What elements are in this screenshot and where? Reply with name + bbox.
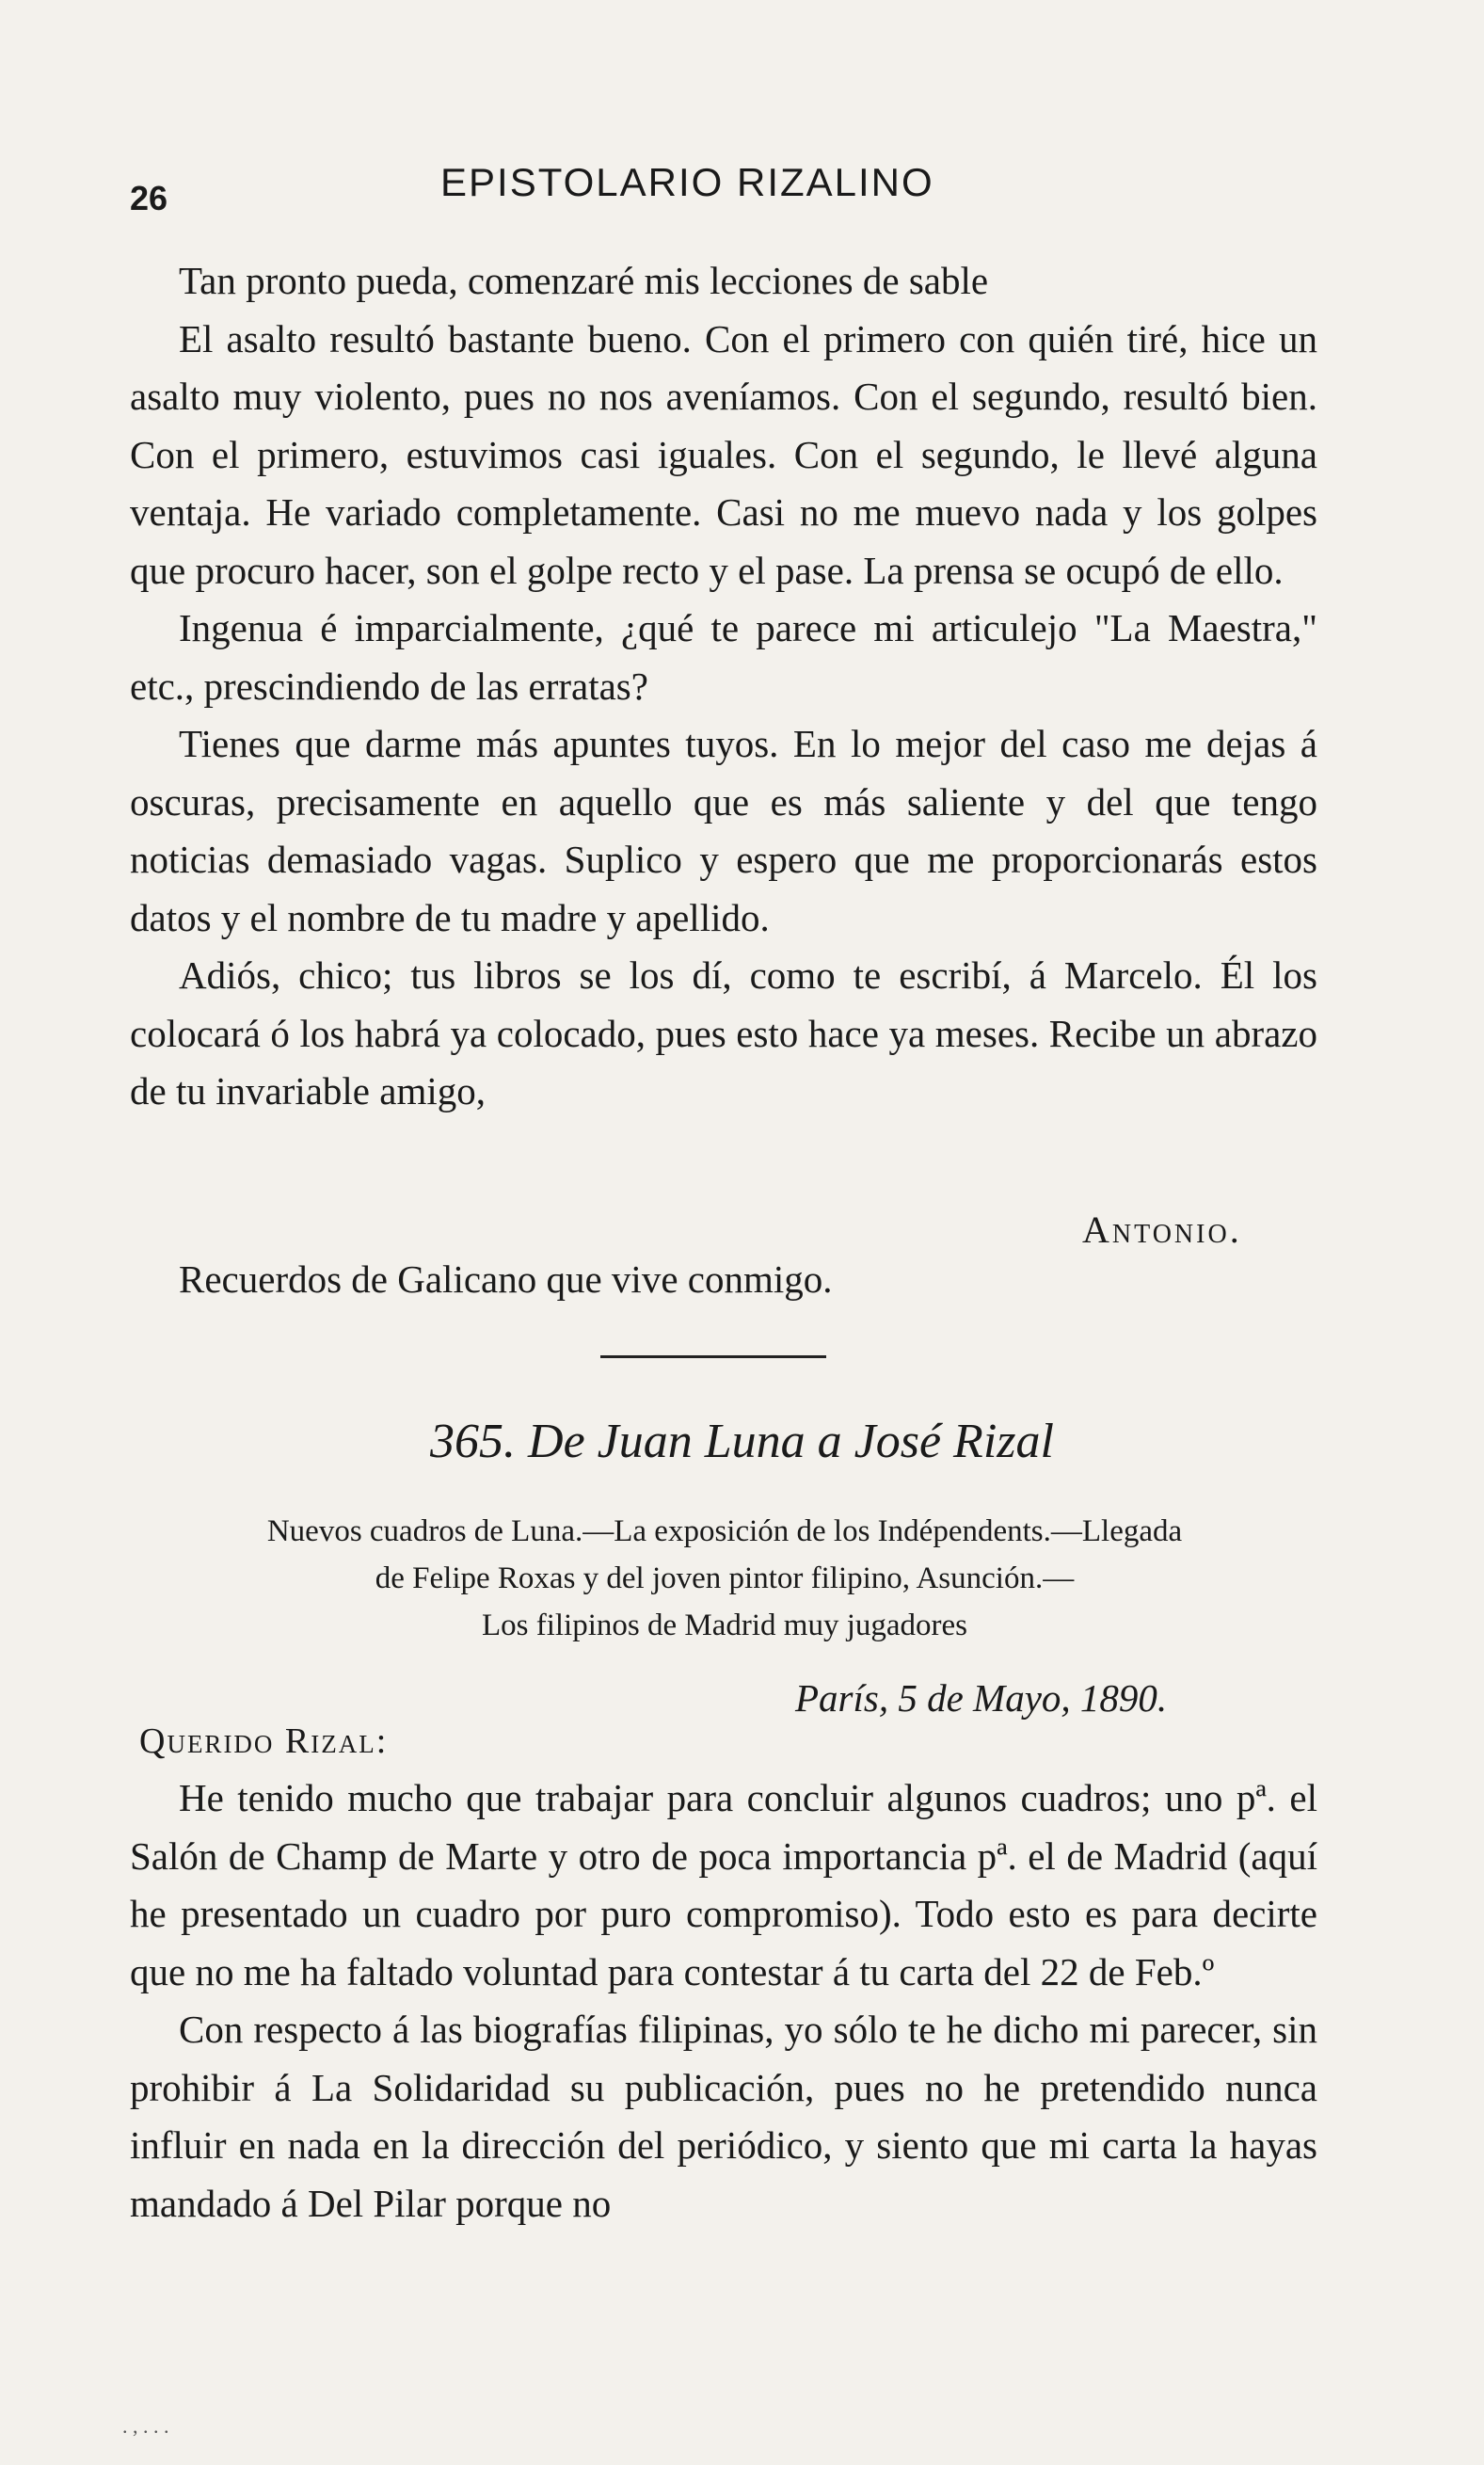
paragraph: He tenido mucho que trabajar para concluir algunos cuadros; uno pª. el Salón de Champ de Marte y otro de poca importancia pª. el de Madrid (aquí he presentado un cuadro por puro compromiso). Todo esto es para decirte que no me ha faltado voluntad para contestar á tu carta del 22 de Feb.º (130, 1776, 1317, 1993)
letter-heading: 365. De Juan Luna a José Rizal (430, 1415, 1054, 1468)
page-number: 26 (130, 179, 168, 217)
summary-line: de Felipe Roxas y del joven pintor filipino, Asunción.— (375, 1561, 1075, 1595)
paragraph: Ingenua é imparcialmente, ¿qué te parece mi articulejo "La Maestra," etc., prescindiendo de las erratas? (130, 606, 1317, 708)
paragraph: Con respecto á las biografías filipinas, yo sólo te he dicho mi parecer, sin prohibir á La Solidaridad su publicación, pues no he pretendido nunca influir en nada en la dirección del periódico, y siento que mi carta la hayas mandado á Del Pilar porque no (130, 2008, 1317, 2225)
paragraph: El asalto resultó bastante bueno. Con el primero con quién tiré, hice un asalto muy violento, pues no nos aveníamos. Con el segundo, resultó bien. Con el primero, estuvimos casi iguales. Con el segundo, le llevé alguna ventaja. He variado completamente. Casi no me muevo nada y los golpes que procuro hacer, son el golpe recto y el pase. La prensa se ocupó de ello. (130, 316, 1317, 592)
postscript: Recuerdos de Galicano que vive conmigo. (179, 1257, 833, 1301)
paragraph: Adiós, chico; tus libros se los dí, como te escribí, á Marcelo. Él los colocará ó los habrá ya colocado, pues esto hace ya meses. Recibe un abrazo de tu invariable amigo, (130, 953, 1317, 1112)
footer-marks: . , . . . (122, 2414, 169, 2438)
summary-line: Nuevos cuadros de Luna.—La exposición de los Indépendents.—Llegada (266, 1514, 1183, 1548)
summary-line: Los filipinos de Madrid muy jugadores (481, 1609, 967, 1642)
letter-summary (132, 1508, 1317, 1649)
dateline: París, 5 de Mayo, 1890. (795, 1676, 1168, 1720)
section-divider (600, 1355, 826, 1358)
running-head (130, 151, 1306, 217)
salutation: Querido Rizal: (139, 1721, 389, 1761)
letter-365-body (130, 1769, 1317, 2233)
signature: Antonio. (1082, 1208, 1242, 1251)
running-head-title: EPISTOLARIO RIZALINO (440, 160, 934, 204)
letter-364-body (130, 252, 1317, 1121)
paragraph: Tan pronto pueda, comenzaré mis lecciones de sable (179, 259, 989, 302)
paragraph: Tienes que darme más apuntes tuyos. En lo mejor del caso me dejas á oscuras, precisamente en aquello que es más saliente y del que tengo noticias demasiado vagas. Suplico y espero que me proporcionarás estos datos y el nombre de tu madre y apellido. (130, 722, 1317, 939)
